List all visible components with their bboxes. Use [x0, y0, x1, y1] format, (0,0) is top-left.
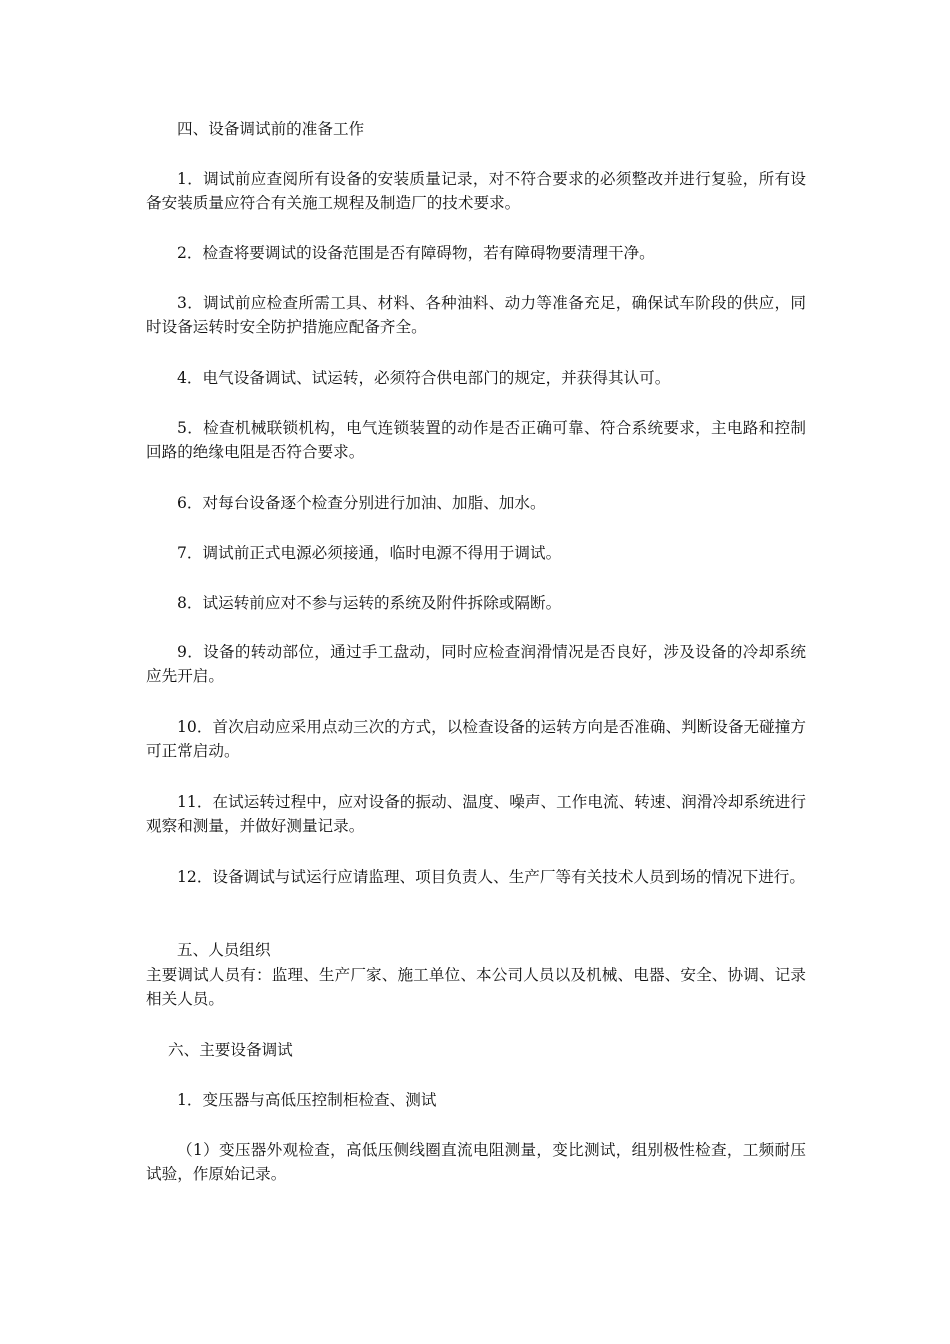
list-item: 2．检查将要调试的设备范围是否有障碍物，若有障碍物要清理干净。 — [177, 244, 655, 262]
list-item: 4．电气设备调试、试运转，必须符合供电部门的规定，并获得其认可。 — [177, 369, 671, 387]
section-5-body: 主要调试人员有：监理、生产厂家、施工单位、本公司人员以及机械、电器、安全、协调、记录相关人员。 — [146, 966, 806, 1008]
list-item: 12．设备调试与试运行应请监理、项目负责人、生产厂等有关技术人员到场的情况下进行。 — [177, 868, 805, 886]
list-item: （1）变压器外观检查，高低压侧线圈直流电阻测量，变比测试，组别极性检查，工频耐压试验，作原始记录。 — [146, 1141, 806, 1183]
subsection-heading: 1．变压器与高低压控制柜检查、测试 — [177, 1091, 437, 1109]
list-item: 10．首次启动应采用点动三次的方式，以检查设备的运转方向是否准确、判断设备无碰撞方可正常启动。 — [146, 718, 806, 760]
list-item: 3．调试前应检查所需工具、材料、各种油料、动力等准备充足，确保试车阶段的供应，同时设备运转时安全防护措施应配备齐全。 — [146, 294, 806, 336]
list-item: 9．设备的转动部位，通过手工盘动，同时应检查润滑情况是否良好，涉及设备的冷却系统应先开启。 — [146, 643, 806, 685]
list-item: 8．试运转前应对不参与运转的系统及附件拆除或隔断。 — [177, 594, 562, 612]
list-item: 5．检查机械联锁机构，电气连锁装置的动作是否正确可靠、符合系统要求，主电路和控制回路的绝缘电阻是否符合要求。 — [146, 419, 806, 461]
list-item: 11．在试运转过程中，应对设备的振动、温度、噪声、工作电流、转速、润滑冷却系统进行观察和测量，并做好测量记录。 — [146, 793, 806, 835]
section-5-heading: 五、人员组织 — [177, 941, 271, 959]
list-item: 6．对每台设备逐个检查分别进行加油、加脂、加水。 — [177, 494, 546, 512]
list-item: 1．调试前应查阅所有设备的安装质量记录，对不符合要求的必须整改并进行复验，所有设备安装质量应符合有关施工规程及制造厂的技术要求。 — [146, 170, 806, 212]
list-item: 7．调试前正式电源必须接通，临时电源不得用于调试。 — [177, 544, 562, 562]
section-6-heading: 六、主要设备调试 — [168, 1041, 293, 1059]
section-4-heading: 四、设备调试前的准备工作 — [177, 120, 365, 138]
